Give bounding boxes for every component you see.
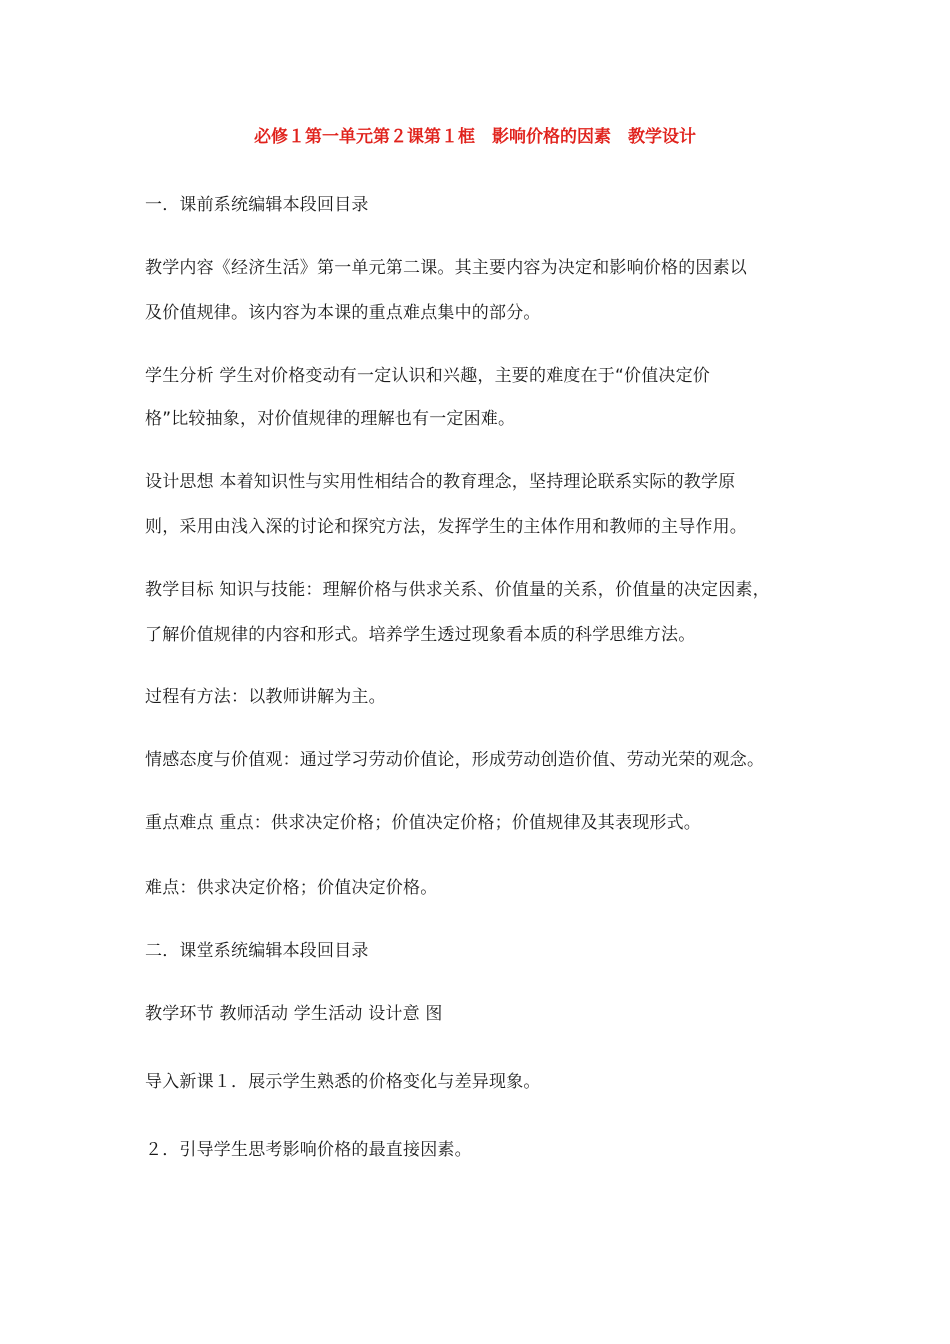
paragraph-line: 及价值规律。该内容为本课的重点难点集中的部分。 <box>145 303 541 323</box>
paragraph-line: 设计思想 本着知识性与实用性相结合的教育理念，坚持理论联系实际的教学原 <box>145 472 736 492</box>
paragraph-line: 则，采用由浅入深的讨论和探究方法，发挥学生的主体作用和教师的主导作用。 <box>145 517 747 537</box>
paragraph-line: 重点难点 重点：供求决定价格；价值决定价格；价值规律及其表现形式。 <box>145 813 702 833</box>
paragraph-line: 难点：供求决定价格；价值决定价格。 <box>145 878 438 898</box>
section-heading-1: 一．课前系统编辑本段回目录 <box>145 195 369 215</box>
paragraph-line: ２．引导学生思考影响价格的最直接因素。 <box>145 1140 472 1160</box>
paragraph-line: 教学目标 知识与技能：理解价格与供求关系、价值量的关系，价值量的决定因素， <box>145 580 770 600</box>
paragraph-line: 格”比较抽象，对价值规律的理解也有一定困难。 <box>145 409 516 429</box>
paragraph-line: 教学内容《经济生活》第一单元第二课。其主要内容为决定和影响价格的因素以 <box>145 258 747 278</box>
paragraph-line: 导入新课１．展示学生熟悉的价格变化与差异现象。 <box>145 1072 541 1092</box>
paragraph-line: 教学环节 教师活动 学生活动 设计意 图 <box>145 1004 443 1024</box>
paragraph-line: 了解价值规律的内容和形式。培养学生透过现象看本质的科学思维方法。 <box>145 625 696 645</box>
paragraph-line: 过程有方法：以教师讲解为主。 <box>145 687 386 707</box>
paragraph-line: 情感态度与价值观：通过学习劳动价值论，形成劳动创造价值、劳动光荣的观念。 <box>145 750 765 770</box>
paragraph-line: 学生分析 学生对价格变动有一定认识和兴趣，主要的难度在于“价值决定价 <box>145 366 711 386</box>
document-title: 必修１第一单元第２课第１框 影响价格的因素 教学设计 <box>254 127 696 147</box>
section-heading-2: 二．课堂系统编辑本段回目录 <box>145 941 369 961</box>
